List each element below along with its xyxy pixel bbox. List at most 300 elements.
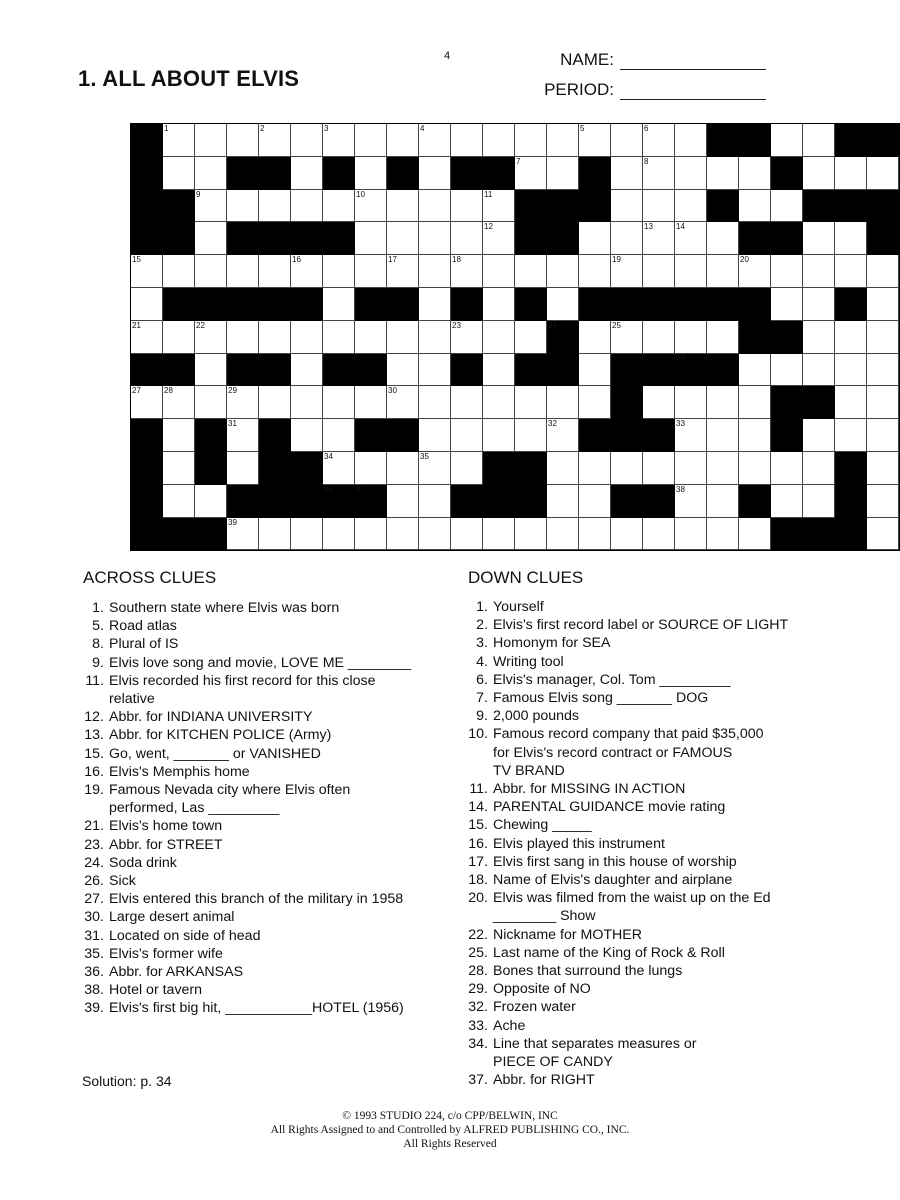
- answer-cell[interactable]: [355, 321, 387, 354]
- clue-number-label: 5.: [92, 618, 104, 635]
- answer-cell[interactable]: [579, 518, 611, 551]
- answer-cell[interactable]: [387, 124, 419, 157]
- answer-cell[interactable]: [387, 485, 419, 518]
- answer-cell[interactable]: [771, 485, 803, 518]
- across-clue: [80, 908, 450, 926]
- answer-cell[interactable]: [867, 321, 899, 354]
- answer-cell[interactable]: [611, 157, 643, 190]
- answer-cell[interactable]: [739, 157, 771, 190]
- answer-cell[interactable]: [195, 157, 227, 190]
- answer-cell[interactable]: [483, 386, 515, 419]
- black-square: [547, 321, 579, 354]
- answer-cell[interactable]: [835, 354, 867, 387]
- answer-cell[interactable]: [707, 452, 739, 485]
- answer-cell[interactable]: [387, 518, 419, 551]
- answer-cell[interactable]: [323, 386, 355, 419]
- answer-cell[interactable]: [547, 157, 579, 190]
- across-clue: [80, 726, 450, 744]
- black-square: [291, 485, 323, 518]
- answer-cell[interactable]: [451, 321, 483, 354]
- clue-number: 25: [612, 320, 621, 330]
- answer-cell[interactable]: [675, 222, 707, 255]
- clue-number: 15: [132, 255, 141, 265]
- clue-number: 20: [740, 255, 749, 265]
- answer-cell[interactable]: [739, 255, 771, 288]
- answer-cell[interactable]: [579, 321, 611, 354]
- answer-cell[interactable]: [323, 124, 355, 157]
- clue-number-label: 17.: [468, 853, 488, 870]
- answer-cell[interactable]: [739, 518, 771, 551]
- black-square: [131, 190, 163, 223]
- black-square: [291, 222, 323, 255]
- black-square: [867, 222, 899, 255]
- answer-cell[interactable]: [483, 288, 515, 321]
- answer-cell[interactable]: [579, 452, 611, 485]
- black-square: [323, 222, 355, 255]
- clue-text: Plural of IS: [109, 636, 179, 653]
- answer-cell[interactable]: [291, 190, 323, 223]
- answer-cell[interactable]: [771, 354, 803, 387]
- answer-cell[interactable]: [707, 386, 739, 419]
- answer-cell[interactable]: [291, 354, 323, 387]
- answer-cell[interactable]: [675, 321, 707, 354]
- clue-number: 1: [164, 124, 169, 133]
- answer-cell[interactable]: [291, 321, 323, 354]
- name-line[interactable]: [620, 55, 766, 70]
- answer-cell[interactable]: [451, 419, 483, 452]
- answer-cell[interactable]: [291, 386, 323, 419]
- clue-number: 2: [260, 124, 265, 133]
- answer-cell[interactable]: [835, 157, 867, 190]
- black-square: [835, 518, 867, 551]
- black-square: [131, 518, 163, 551]
- answer-cell[interactable]: [547, 288, 579, 321]
- answer-cell[interactable]: [451, 255, 483, 288]
- black-square: [643, 288, 675, 321]
- answer-cell[interactable]: [515, 419, 547, 452]
- answer-cell[interactable]: [579, 222, 611, 255]
- down-clue: [464, 671, 844, 689]
- answer-cell[interactable]: [291, 157, 323, 190]
- black-square: [163, 354, 195, 387]
- answer-cell[interactable]: [643, 124, 675, 157]
- answer-cell[interactable]: [483, 124, 515, 157]
- answer-cell[interactable]: [803, 124, 835, 157]
- answer-cell[interactable]: [131, 321, 163, 354]
- clue-number-label: 30.: [84, 909, 104, 926]
- answer-cell[interactable]: [707, 157, 739, 190]
- answer-cell[interactable]: [451, 190, 483, 223]
- black-square: [739, 321, 771, 354]
- black-square: [227, 485, 259, 518]
- black-square: [451, 485, 483, 518]
- black-square: [771, 321, 803, 354]
- clue-text: Elvis's home town: [109, 818, 223, 835]
- answer-cell[interactable]: [355, 124, 387, 157]
- answer-cell[interactable]: [803, 222, 835, 255]
- answer-cell[interactable]: [515, 321, 547, 354]
- answer-cell[interactable]: [323, 452, 355, 485]
- answer-cell[interactable]: [387, 190, 419, 223]
- answer-cell[interactable]: [803, 485, 835, 518]
- answer-cell[interactable]: [643, 518, 675, 551]
- answer-cell[interactable]: [675, 452, 707, 485]
- answer-cell[interactable]: [419, 485, 451, 518]
- answer-cell[interactable]: [675, 386, 707, 419]
- black-square: [739, 124, 771, 157]
- clue-number-label: 7.: [476, 690, 488, 707]
- answer-cell[interactable]: [515, 255, 547, 288]
- black-square: [227, 222, 259, 255]
- answer-cell[interactable]: [547, 124, 579, 157]
- answer-cell[interactable]: [131, 255, 163, 288]
- answer-cell[interactable]: [867, 157, 899, 190]
- clue-number: 16: [292, 255, 301, 265]
- answer-cell[interactable]: [803, 288, 835, 321]
- answer-cell[interactable]: [323, 321, 355, 354]
- answer-cell[interactable]: [547, 419, 579, 452]
- answer-cell[interactable]: [483, 321, 515, 354]
- clue-text: Abbr. for STREET: [109, 836, 223, 853]
- answer-cell[interactable]: [867, 354, 899, 387]
- clue-text: Frozen water: [493, 999, 576, 1016]
- answer-cell[interactable]: [419, 255, 451, 288]
- solution-reference: Solution: p. 34: [82, 1073, 172, 1089]
- answer-cell[interactable]: [771, 288, 803, 321]
- answer-cell[interactable]: [195, 255, 227, 288]
- answer-cell[interactable]: [867, 288, 899, 321]
- answer-cell[interactable]: [675, 485, 707, 518]
- answer-cell[interactable]: [419, 222, 451, 255]
- answer-cell[interactable]: [867, 386, 899, 419]
- answer-cell[interactable]: [643, 452, 675, 485]
- answer-cell[interactable]: [611, 124, 643, 157]
- answer-cell[interactable]: [419, 386, 451, 419]
- black-square: [131, 354, 163, 387]
- clue-number-label: 21.: [84, 818, 104, 835]
- answer-cell[interactable]: [419, 190, 451, 223]
- answer-cell[interactable]: [451, 452, 483, 485]
- answer-cell[interactable]: [483, 255, 515, 288]
- answer-cell[interactable]: [259, 190, 291, 223]
- answer-cell[interactable]: [515, 518, 547, 551]
- answer-cell[interactable]: [547, 518, 579, 551]
- answer-cell[interactable]: [195, 222, 227, 255]
- answer-cell[interactable]: [579, 255, 611, 288]
- answer-cell[interactable]: [387, 222, 419, 255]
- answer-cell[interactable]: [803, 157, 835, 190]
- answer-cell[interactable]: [675, 124, 707, 157]
- answer-cell[interactable]: [803, 354, 835, 387]
- clue-number-label: 32.: [468, 999, 488, 1016]
- answer-cell[interactable]: [483, 419, 515, 452]
- answer-cell[interactable]: [867, 452, 899, 485]
- answer-cell[interactable]: [419, 124, 451, 157]
- answer-cell[interactable]: [675, 190, 707, 223]
- answer-cell[interactable]: [707, 485, 739, 518]
- answer-cell[interactable]: [675, 157, 707, 190]
- answer-cell[interactable]: [803, 321, 835, 354]
- answer-cell[interactable]: [163, 452, 195, 485]
- answer-cell[interactable]: [227, 518, 259, 551]
- answer-cell[interactable]: [643, 321, 675, 354]
- answer-cell[interactable]: [323, 518, 355, 551]
- period-line[interactable]: [620, 85, 766, 100]
- across-clue: [80, 890, 450, 908]
- down-clue: [464, 689, 844, 707]
- clue-number: 19: [612, 255, 621, 265]
- answer-cell[interactable]: [259, 321, 291, 354]
- answer-cell[interactable]: [803, 255, 835, 288]
- clue-number-label: 31.: [84, 927, 104, 944]
- answer-cell[interactable]: [451, 124, 483, 157]
- answer-cell[interactable]: [451, 386, 483, 419]
- answer-cell[interactable]: [483, 518, 515, 551]
- black-square: [803, 190, 835, 223]
- clue-number-label: 8.: [92, 636, 104, 653]
- answer-cell[interactable]: [803, 419, 835, 452]
- black-square: [835, 190, 867, 223]
- answer-cell[interactable]: [643, 157, 675, 190]
- answer-cell[interactable]: [195, 190, 227, 223]
- answer-cell[interactable]: [227, 255, 259, 288]
- answer-cell[interactable]: [867, 255, 899, 288]
- black-square: [707, 124, 739, 157]
- down-clue: [464, 798, 844, 816]
- black-square: [707, 288, 739, 321]
- answer-cell[interactable]: [355, 386, 387, 419]
- answer-cell[interactable]: [675, 518, 707, 551]
- answer-cell[interactable]: [611, 190, 643, 223]
- answer-cell[interactable]: [291, 419, 323, 452]
- answer-cell[interactable]: [323, 255, 355, 288]
- clue-number-label: 19.: [84, 782, 104, 799]
- black-square: [771, 386, 803, 419]
- answer-cell[interactable]: [707, 518, 739, 551]
- answer-cell[interactable]: [419, 354, 451, 387]
- clue-text: Elvis entered this branch of the military in 1958: [109, 891, 404, 908]
- answer-cell[interactable]: [707, 255, 739, 288]
- answer-cell[interactable]: [451, 222, 483, 255]
- clue-number: 14: [676, 222, 685, 232]
- answer-cell[interactable]: [483, 190, 515, 223]
- answer-cell[interactable]: [163, 321, 195, 354]
- black-square: [323, 157, 355, 190]
- answer-cell[interactable]: [131, 386, 163, 419]
- answer-cell[interactable]: [227, 190, 259, 223]
- answer-cell[interactable]: [611, 452, 643, 485]
- answer-cell[interactable]: [387, 386, 419, 419]
- black-square: [355, 354, 387, 387]
- clue-number: 22: [196, 320, 205, 330]
- answer-cell[interactable]: [419, 288, 451, 321]
- answer-cell[interactable]: [195, 354, 227, 387]
- answer-cell[interactable]: [707, 222, 739, 255]
- answer-cell[interactable]: [547, 386, 579, 419]
- answer-cell[interactable]: [835, 255, 867, 288]
- answer-cell[interactable]: [771, 255, 803, 288]
- clue-number-label: 10.: [468, 726, 488, 743]
- answer-cell[interactable]: [835, 386, 867, 419]
- answer-cell[interactable]: [291, 255, 323, 288]
- answer-cell[interactable]: [195, 124, 227, 157]
- answer-cell[interactable]: [739, 386, 771, 419]
- answer-cell[interactable]: [387, 452, 419, 485]
- answer-cell[interactable]: [547, 255, 579, 288]
- black-square: [579, 419, 611, 452]
- answer-cell[interactable]: [611, 518, 643, 551]
- clue-number: 32: [548, 419, 557, 429]
- answer-cell[interactable]: [739, 419, 771, 452]
- answer-cell[interactable]: [771, 124, 803, 157]
- down-clue: [464, 1035, 844, 1071]
- answer-cell[interactable]: [419, 452, 451, 485]
- black-square: [835, 452, 867, 485]
- answer-cell[interactable]: [195, 485, 227, 518]
- black-square: [835, 288, 867, 321]
- answer-cell[interactable]: [419, 157, 451, 190]
- answer-cell[interactable]: [547, 485, 579, 518]
- across-clue: [80, 635, 450, 653]
- black-square: [259, 419, 291, 452]
- rights-line: All Rights Assigned to and Controlled by ALFRED PUBLISHING CO., INC.: [270, 1124, 630, 1136]
- down-clue: [464, 944, 844, 962]
- clue-number: 38: [676, 484, 685, 494]
- across-clue: [80, 945, 450, 963]
- answer-cell[interactable]: [579, 124, 611, 157]
- clue-number-label: 9.: [92, 654, 104, 671]
- period-field[interactable]: [544, 80, 766, 100]
- answer-cell[interactable]: [419, 419, 451, 452]
- answer-cell[interactable]: [611, 255, 643, 288]
- answer-cell[interactable]: [643, 222, 675, 255]
- answer-cell[interactable]: [227, 386, 259, 419]
- black-square: [259, 452, 291, 485]
- clue-text: Famous Elvis song _______ DOG: [493, 690, 709, 707]
- answer-cell[interactable]: [867, 518, 899, 551]
- answer-cell[interactable]: [675, 255, 707, 288]
- clue-text: Opposite of NO: [493, 981, 591, 998]
- answer-cell[interactable]: [291, 124, 323, 157]
- answer-cell[interactable]: [707, 321, 739, 354]
- clue-text: Last name of the King of Rock & Roll: [493, 944, 725, 961]
- clue-text: Elvis's first big hit, ___________HOTEL (1956): [109, 1000, 404, 1017]
- answer-cell[interactable]: [323, 190, 355, 223]
- answer-cell[interactable]: [163, 419, 195, 452]
- answer-cell[interactable]: [131, 288, 163, 321]
- answer-cell[interactable]: [387, 321, 419, 354]
- answer-cell[interactable]: [867, 485, 899, 518]
- answer-cell[interactable]: [355, 222, 387, 255]
- answer-cell[interactable]: [835, 419, 867, 452]
- answer-cell[interactable]: [227, 124, 259, 157]
- answer-cell[interactable]: [259, 386, 291, 419]
- answer-cell[interactable]: [323, 288, 355, 321]
- answer-cell[interactable]: [579, 485, 611, 518]
- black-square: [259, 288, 291, 321]
- answer-cell[interactable]: [867, 419, 899, 452]
- answer-cell[interactable]: [579, 386, 611, 419]
- answer-cell[interactable]: [515, 157, 547, 190]
- answer-cell[interactable]: [163, 157, 195, 190]
- answer-cell[interactable]: [387, 255, 419, 288]
- answer-cell[interactable]: [547, 452, 579, 485]
- answer-cell[interactable]: [739, 190, 771, 223]
- answer-cell[interactable]: [419, 518, 451, 551]
- answer-cell[interactable]: [355, 452, 387, 485]
- answer-cell[interactable]: [483, 222, 515, 255]
- answer-cell[interactable]: [515, 386, 547, 419]
- answer-cell[interactable]: [195, 386, 227, 419]
- answer-cell[interactable]: [227, 419, 259, 452]
- down-clue: [464, 998, 844, 1016]
- clue-number: 7: [516, 156, 521, 166]
- answer-cell[interactable]: [323, 419, 355, 452]
- name-field[interactable]: [560, 50, 766, 70]
- answer-cell[interactable]: [451, 518, 483, 551]
- answer-cell[interactable]: [643, 255, 675, 288]
- across-clue: [80, 708, 450, 726]
- answer-cell[interactable]: [163, 386, 195, 419]
- answer-cell[interactable]: [419, 321, 451, 354]
- answer-cell[interactable]: [259, 255, 291, 288]
- clue-number: 6: [644, 124, 649, 133]
- answer-cell[interactable]: [195, 321, 227, 354]
- black-square: [195, 288, 227, 321]
- clue-number-label: 16.: [468, 835, 488, 852]
- answer-cell[interactable]: [483, 354, 515, 387]
- answer-cell[interactable]: [739, 452, 771, 485]
- answer-cell[interactable]: [739, 354, 771, 387]
- answer-cell[interactable]: [579, 354, 611, 387]
- answer-cell[interactable]: [355, 157, 387, 190]
- clue-text: Southern state where Elvis was born: [109, 600, 340, 616]
- answer-cell[interactable]: [355, 518, 387, 551]
- clue-number: 10: [356, 189, 365, 199]
- answer-cell[interactable]: [355, 190, 387, 223]
- answer-cell[interactable]: [259, 518, 291, 551]
- answer-cell[interactable]: [227, 452, 259, 485]
- answer-cell[interactable]: [227, 321, 259, 354]
- answer-cell[interactable]: [707, 419, 739, 452]
- answer-cell[interactable]: [643, 386, 675, 419]
- answer-cell[interactable]: [771, 190, 803, 223]
- answer-cell[interactable]: [835, 321, 867, 354]
- answer-cell[interactable]: [771, 452, 803, 485]
- clue-number: 12: [484, 222, 493, 232]
- answer-cell[interactable]: [835, 222, 867, 255]
- clue-number-label: 11.: [85, 672, 104, 689]
- answer-cell[interactable]: [643, 190, 675, 223]
- clue-text: Elvis's former wife: [109, 945, 223, 962]
- answer-cell[interactable]: [163, 124, 195, 157]
- across-clue: [80, 927, 450, 945]
- clue-number: 36: [324, 484, 333, 494]
- answer-cell[interactable]: [259, 124, 291, 157]
- clue-number-label: 4.: [476, 653, 488, 670]
- answer-cell[interactable]: [515, 124, 547, 157]
- answer-cell[interactable]: [611, 321, 643, 354]
- black-square: [547, 190, 579, 223]
- answer-cell[interactable]: [291, 518, 323, 551]
- answer-cell[interactable]: [611, 222, 643, 255]
- answer-cell[interactable]: [163, 255, 195, 288]
- answer-cell[interactable]: [355, 255, 387, 288]
- answer-cell[interactable]: [675, 419, 707, 452]
- answer-cell[interactable]: [387, 354, 419, 387]
- answer-cell[interactable]: [163, 485, 195, 518]
- answer-cell[interactable]: [803, 452, 835, 485]
